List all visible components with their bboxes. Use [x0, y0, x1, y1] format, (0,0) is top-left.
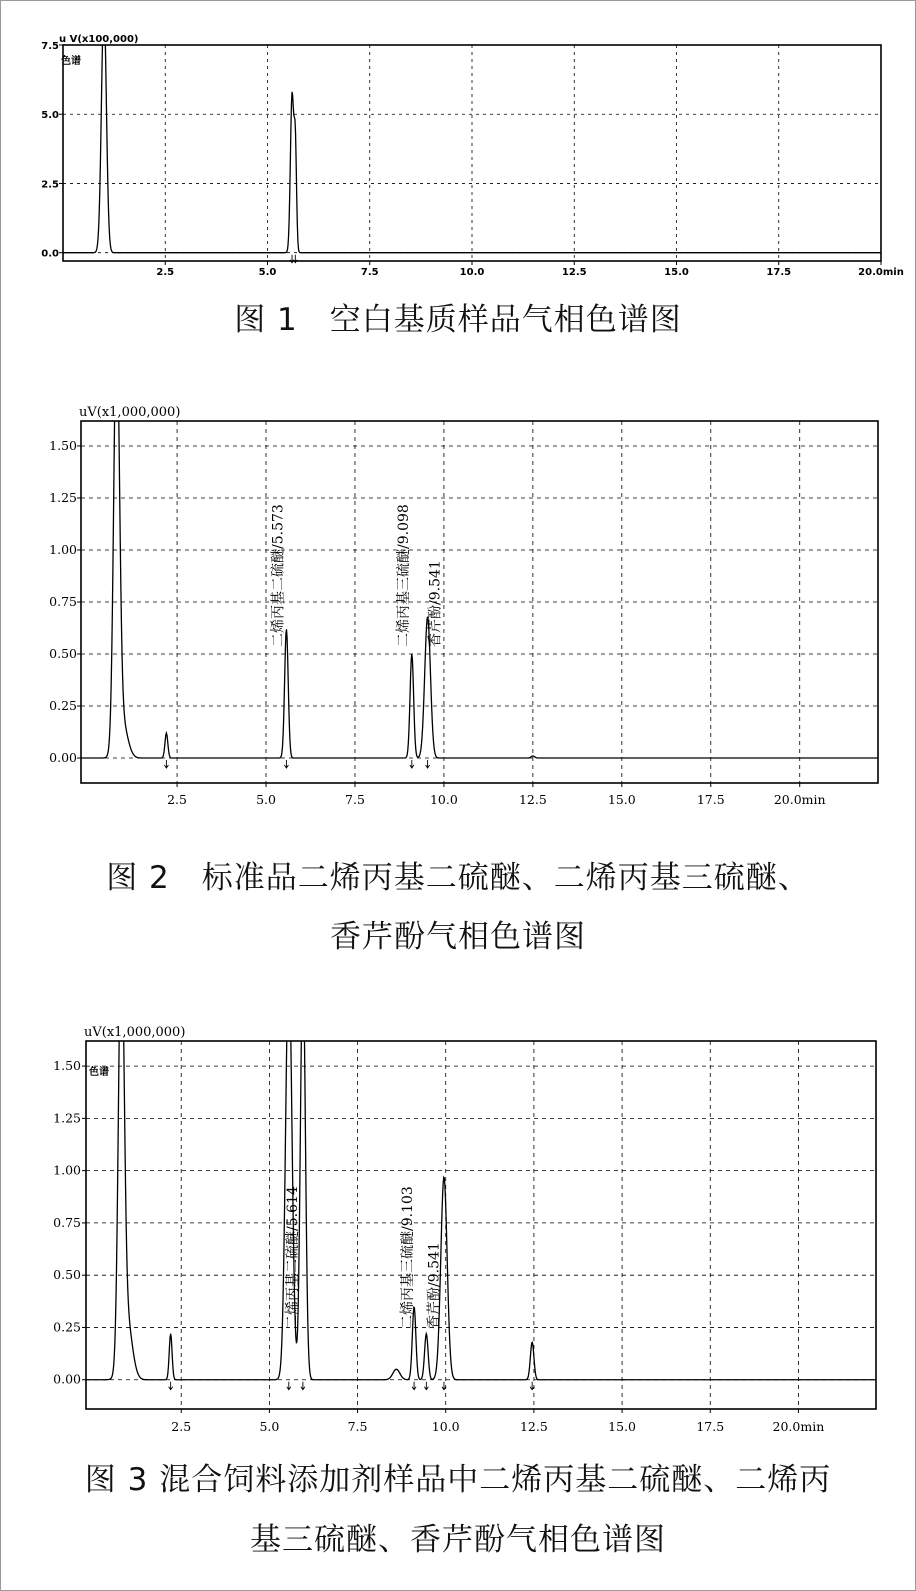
- x-tick-label: 17.5: [766, 267, 792, 278]
- chromatogram-1: [1, 1, 915, 291]
- y-tick-label: 1.00: [49, 541, 77, 557]
- x-tick-label: 12.5: [561, 267, 587, 278]
- x-tick-label: 5.0: [258, 267, 277, 278]
- peak-marker: [412, 1382, 416, 1390]
- x-tick-label: 2.5: [156, 267, 175, 278]
- y-tick-label: 1.00: [53, 1162, 81, 1178]
- x-tick-label: 5.0: [259, 1419, 280, 1434]
- x-tick-label: 10.0: [459, 267, 485, 278]
- x-tick-label: 15.0: [664, 267, 689, 278]
- x-tick-label: 15.0: [607, 792, 636, 807]
- x-tick-label: 20.0min: [773, 792, 826, 807]
- peak-annotation: 二烯丙基二硫醚/5.614: [284, 1186, 301, 1329]
- y-tick-label: 1.50: [49, 437, 77, 453]
- peak-marker: [424, 1382, 428, 1390]
- figure-3: [1, 1001, 915, 1590]
- peak-marker: [426, 760, 430, 768]
- y-tick-label: 5.0: [41, 110, 59, 122]
- figure-1-caption: 图 1 空白基质样品气相色谱图: [234, 302, 682, 338]
- x-tick-label: 12.5: [518, 792, 547, 807]
- x-tick-label: 17.5: [696, 1419, 725, 1434]
- peak-marker: [284, 760, 288, 768]
- y-tick-label: 0.00: [49, 750, 77, 766]
- trace-group: [81, 320, 878, 758]
- plot-frame: [81, 421, 878, 783]
- y-axis-label: u V(x100,000): [59, 34, 139, 45]
- x-tick-label: 12.5: [519, 1419, 548, 1434]
- figure-2-caption-line-1: 图 2 标准品二烯丙基二硫醚、二烯丙基三硫醚、: [106, 860, 810, 896]
- y-tick-label: 0.00: [53, 1371, 81, 1387]
- peak-marker: [301, 1382, 305, 1390]
- y-tick-label: 1.50: [53, 1058, 81, 1074]
- peak-marker: [287, 1382, 291, 1390]
- figure-3-caption-line-2: 基三硫醚、香芹酚气相色谱图: [250, 1522, 666, 1558]
- peak-annotation: 香芹酚/9.541: [427, 560, 444, 647]
- plot-frame: [86, 1041, 876, 1409]
- peak-annotation: 二烯丙基二硫醚/5.573: [270, 504, 287, 647]
- peak-annotation: 二烯丙基三硫醚/9.098: [395, 504, 412, 647]
- x-tick-label: 20.0min: [858, 267, 904, 278]
- figure-3-caption-line-1: 图 3 混合饲料添加剂样品中二烯丙基二硫醚、二烯丙: [84, 1462, 832, 1498]
- y-axis-label: uV(x1,000,000): [79, 405, 181, 420]
- chromatogram-trace: [86, 936, 876, 1379]
- x-tick-label: 10.0: [429, 792, 458, 807]
- y-tick-label: 0.50: [49, 646, 77, 662]
- y-tick-label: 0.25: [53, 1319, 81, 1335]
- y-tick-label: 0.75: [53, 1214, 81, 1230]
- y-tick-label: 2.5: [41, 179, 59, 191]
- x-tick-label: 15.0: [608, 1419, 636, 1434]
- peak-marker: [164, 760, 168, 768]
- y-tick-label: 0.75: [49, 594, 77, 609]
- x-tick-label: 5.0: [256, 792, 276, 807]
- y-tick-label: 1.25: [49, 489, 77, 505]
- x-tick-label: 2.5: [171, 1419, 192, 1434]
- figure-2: [1, 381, 915, 981]
- peak-marker: [410, 760, 414, 768]
- y-tick-label: 0.0: [41, 248, 59, 260]
- y-axis-label: uV(x1,000,000): [84, 1025, 186, 1040]
- x-tick-label: 17.5: [696, 792, 725, 807]
- series-label: 色谱: [61, 56, 81, 67]
- y-tick-label: 0.50: [53, 1267, 81, 1283]
- peak-annotation: 香芹酚/9.541: [426, 1242, 443, 1329]
- x-tick-label: 7.5: [360, 267, 379, 278]
- chromatogram-3: [1, 1001, 915, 1441]
- y-tick-label: 1.25: [53, 1110, 81, 1126]
- y-tick-label: 7.5: [41, 41, 59, 52]
- y-tick-label: 0.25: [49, 698, 77, 714]
- x-tick-label: 2.5: [167, 792, 188, 807]
- chromatogram-trace: [63, 31, 881, 253]
- chromatogram-2: [1, 381, 915, 821]
- x-tick-label: 20.0min: [772, 1419, 825, 1434]
- peak-annotation: 二烯丙基三硫醚/9.103: [400, 1186, 417, 1329]
- x-tick-label: 7.5: [347, 1419, 368, 1434]
- peak-marker: [169, 1382, 173, 1390]
- x-tick-label: 10.0: [431, 1419, 460, 1434]
- figure-2-caption-line-2: 香芹酚气相色谱图: [330, 919, 586, 955]
- trace-group: [86, 936, 876, 1379]
- x-tick-label: 7.5: [345, 792, 365, 807]
- trace-group: [63, 31, 881, 253]
- series-label: 色谱: [89, 1067, 109, 1078]
- chromatogram-trace: [81, 320, 878, 758]
- figure-1: [1, 1, 915, 381]
